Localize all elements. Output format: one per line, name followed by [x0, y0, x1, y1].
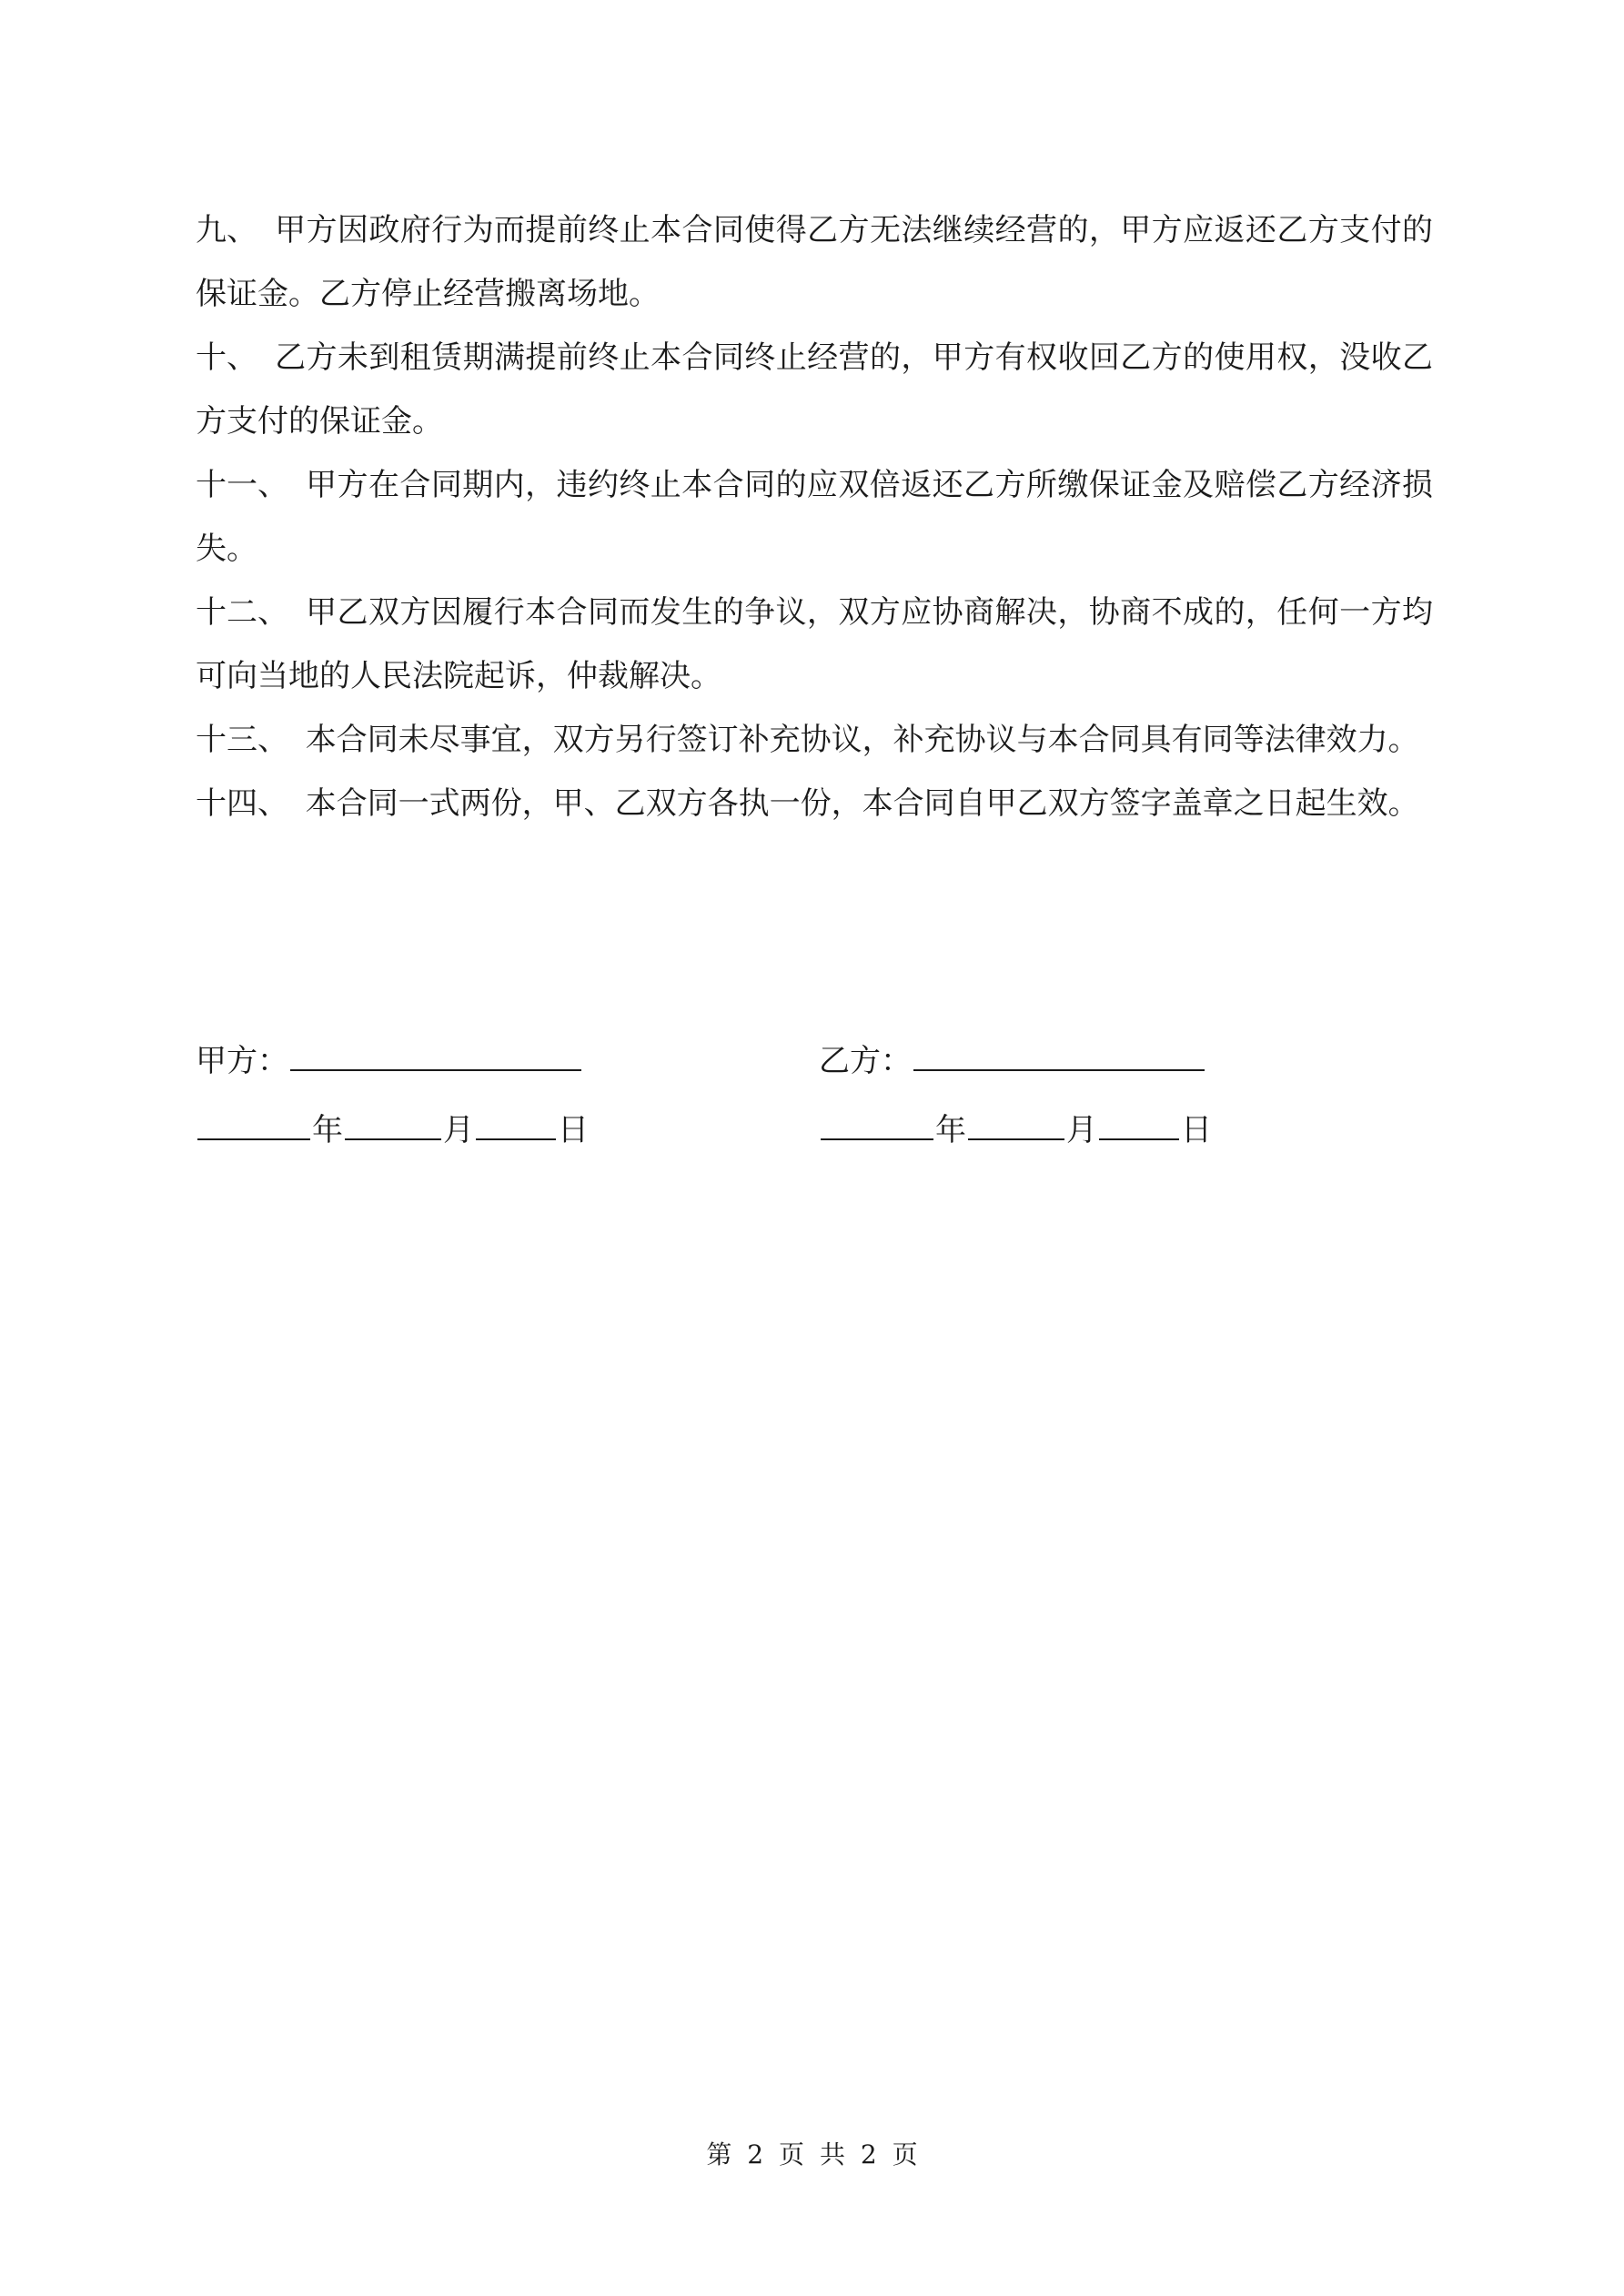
party-a-date-row [196, 1096, 589, 1165]
party-b-signature-line [913, 1042, 1205, 1071]
party-a-label: 甲方： [196, 1043, 288, 1079]
contract-clauses [196, 198, 1433, 835]
year-label: 年 [312, 1112, 343, 1148]
total-page-number: 2 [860, 2139, 877, 2170]
party-a-signature [196, 1027, 589, 1165]
clause-number: 九、 [196, 212, 257, 248]
clause-number: 十二、 [196, 594, 288, 631]
page-footer [0, 2135, 1624, 2171]
clause-text: 甲方在合同期内，违约终止本合同的应双倍返还乙方所缴保证金及赔偿乙方经济损失。 [196, 467, 1433, 567]
clause-text: 甲方因政府行为而提前终止本合同使得乙方无法继续经营的，甲方应返还乙方支付的保证金。乙方停止经营搬离场地。 [196, 212, 1433, 312]
footer-prefix: 第 [706, 2139, 732, 2170]
party-b-label: 乙方： [819, 1043, 912, 1079]
clause-text: 本合同一式两份，甲、乙双方各执一份，本合同自甲乙双方签字盖章之日起生效。 [305, 785, 1419, 822]
year-blank [821, 1111, 933, 1140]
clause-text: 甲乙双方因履行本合同而发生的争议，双方应协商解决，协商不成的，任何一方均可向当地的人民法院起诉，仲裁解决。 [196, 594, 1433, 694]
clause-9 [196, 198, 1433, 326]
day-label: 日 [1181, 1112, 1212, 1148]
party-b-date-row [819, 1096, 1212, 1165]
clause-text: 本合同未尽事宜，双方另行签订补充协议，补充协议与本合同具有同等法律效力。 [305, 722, 1419, 758]
month-label: 月 [443, 1112, 474, 1148]
month-blank [968, 1111, 1064, 1140]
clause-text: 乙方未到租赁期满提前终止本合同终止经营的，甲方有权收回乙方的使用权，没收乙方支付的保证金。 [196, 339, 1433, 440]
footer-page-word: 页 [779, 2139, 805, 2170]
clause-13 [196, 708, 1433, 772]
clause-number: 十、 [196, 339, 257, 376]
clause-10 [196, 326, 1433, 453]
year-blank [197, 1111, 310, 1140]
clause-number: 十三、 [196, 722, 288, 758]
party-b-signature [819, 1027, 1212, 1165]
month-label: 月 [1066, 1112, 1097, 1148]
day-blank [1099, 1111, 1179, 1140]
month-blank [345, 1111, 441, 1140]
day-label: 日 [558, 1112, 589, 1148]
party-a-name-row [196, 1027, 589, 1096]
clause-number: 十一、 [196, 467, 288, 503]
footer-total-suffix: 页 [892, 2139, 918, 2170]
day-blank [476, 1111, 556, 1140]
party-b-name-row [819, 1027, 1212, 1096]
party-a-signature-line [290, 1042, 581, 1071]
footer-total-prefix: 共 [819, 2139, 845, 2170]
year-label: 年 [935, 1112, 966, 1148]
clause-number: 十四、 [196, 785, 288, 822]
clause-12 [196, 581, 1433, 708]
clause-14 [196, 772, 1433, 835]
clause-11 [196, 453, 1433, 581]
current-page-number: 2 [747, 2139, 764, 2170]
